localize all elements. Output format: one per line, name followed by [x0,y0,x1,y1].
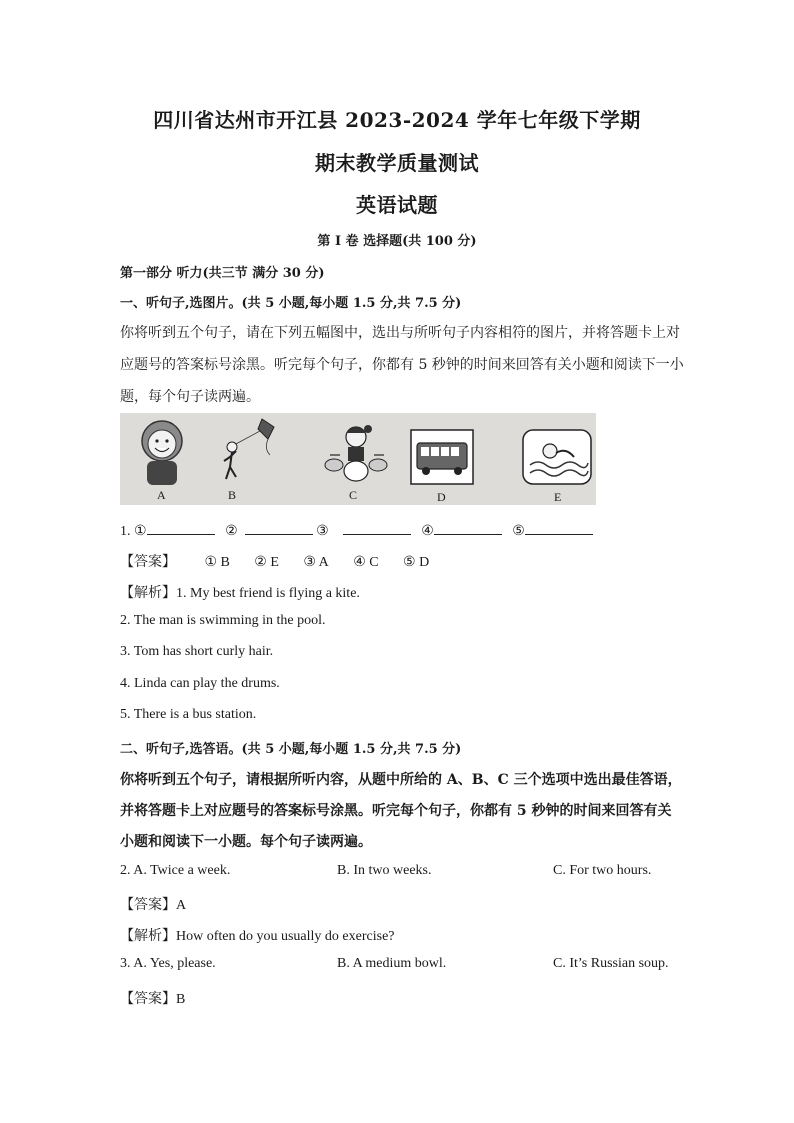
picture-label-d: D [437,490,446,504]
analysis-sentence-2: 2. The man is swimming in the pool. [120,613,326,628]
answer-label: 【答案】 [120,554,176,570]
section-1-answer-row [120,551,449,571]
answer-blank-4[interactable] [434,520,502,535]
section-1-instruction-line-1: 你将听到五个句子，请在下列五幅图中，选出与所听句子内容相符的图片，并将答题卡上对 [120,325,680,341]
answer-label: 【答案】 [120,991,176,1007]
kite-flying-icon [212,415,287,487]
part-1-heading: 第一部分 听力(共三节 满分 30 分) [120,266,325,281]
question-2-option-c: C. For two hours. [553,863,652,878]
question-3-option-c: C. It’s Russian soup. [553,956,669,971]
section-2-instruction-line-1: 你将听到五个句子，请根据所听内容，从题中所给的 A、B、C 三个选项中选出最佳答语， [120,772,682,788]
blank-marker-3: ③ [316,524,329,539]
question-1-blanks [120,520,593,540]
picture-label-b: B [228,488,237,502]
blank-marker-1: ① [134,524,147,539]
question-2-answer [120,894,186,914]
answer-blank-3[interactable] [343,520,411,535]
exam-title-line-3: 英语试题 [356,193,438,217]
question-2-option-b: B. In two weeks. [337,863,432,878]
section-1-instruction-line-2: 应题号的答案标号涂黑。听完每个句子，你都有 5 秒钟的时间来回答有关小题和阅读下一小 [120,357,684,373]
section-1-heading: 一、听句子,选图片。(共 5 小题,每小题 1.5 分,共 7.5 分) [120,296,462,311]
answer-item-2: ② E [254,555,279,570]
section-1-instruction-line-3: 题，每个句子读两遍。 [120,389,260,405]
answer-label: 【答案】 [120,897,176,913]
answer-item-3: ③ A [303,555,329,570]
curly-hair-boy-icon [132,417,192,487]
section-2-instruction-line-2: 并将答题卡上对应题号的答案标号涂黑。听完每个句子，你都有 5 秒钟的时间来回答有关 [120,803,672,819]
blank-marker-2: ② [225,524,238,539]
answer-item-4: ④ C [353,555,379,570]
question-3-answer [120,988,185,1008]
section-2-instruction-line-3: 小题和阅读下一小题。每个句子读两遍。 [120,834,372,850]
analysis-sentence-1: 1. My best friend is flying a kite. [176,586,360,601]
analysis-label: 【解析】 [120,585,176,601]
swimmer-icon [522,429,592,485]
question-2-option-a: 2. A. Twice a week. [120,863,231,878]
answer-blank-1[interactable] [147,520,215,535]
question-2-answer-value: A [176,898,187,913]
answer-item-5: ⑤ D [403,555,430,570]
answer-blank-2[interactable] [245,520,313,535]
answer-item-1: ① B [204,555,230,570]
question-2-analysis [120,925,395,945]
analysis-label: 【解析】 [120,928,176,944]
picture-label-e: E [554,490,562,504]
section-2-heading: 二、听句子,选答语。(共 5 小题,每小题 1.5 分,共 7.5 分) [120,742,462,757]
question-1-number: 1. [120,524,131,539]
blank-marker-5: ⑤ [512,524,525,539]
question-3-option-a: 3. A. Yes, please. [120,956,216,971]
exam-title-line-1: 四川省达州市开江县 2023-2024 学年七年级下学期 [153,108,641,132]
picture-label-c: C [349,488,358,502]
question-2-analysis-text: How often do you usually do exercise? [176,929,395,944]
section-1-analysis-row [120,582,360,602]
question-3-answer-value: B [176,992,186,1007]
picture-label-a: A [157,488,166,502]
analysis-sentence-5: 5. There is a bus station. [120,707,257,722]
bus-icon [410,429,474,485]
analysis-sentence-4: 4. Linda can play the drums. [120,676,280,691]
picture-strip [120,413,596,505]
question-3-option-b: B. A medium bowl. [337,956,447,971]
drummer-girl-icon [322,417,392,487]
volume-heading: 第 I 卷 选择题(共 100 分) [317,234,477,249]
exam-title-line-2: 期末教学质量测试 [315,151,479,175]
blank-marker-4: ④ [421,524,434,539]
analysis-sentence-3: 3. Tom has short curly hair. [120,644,274,659]
answer-blank-5[interactable] [525,520,593,535]
